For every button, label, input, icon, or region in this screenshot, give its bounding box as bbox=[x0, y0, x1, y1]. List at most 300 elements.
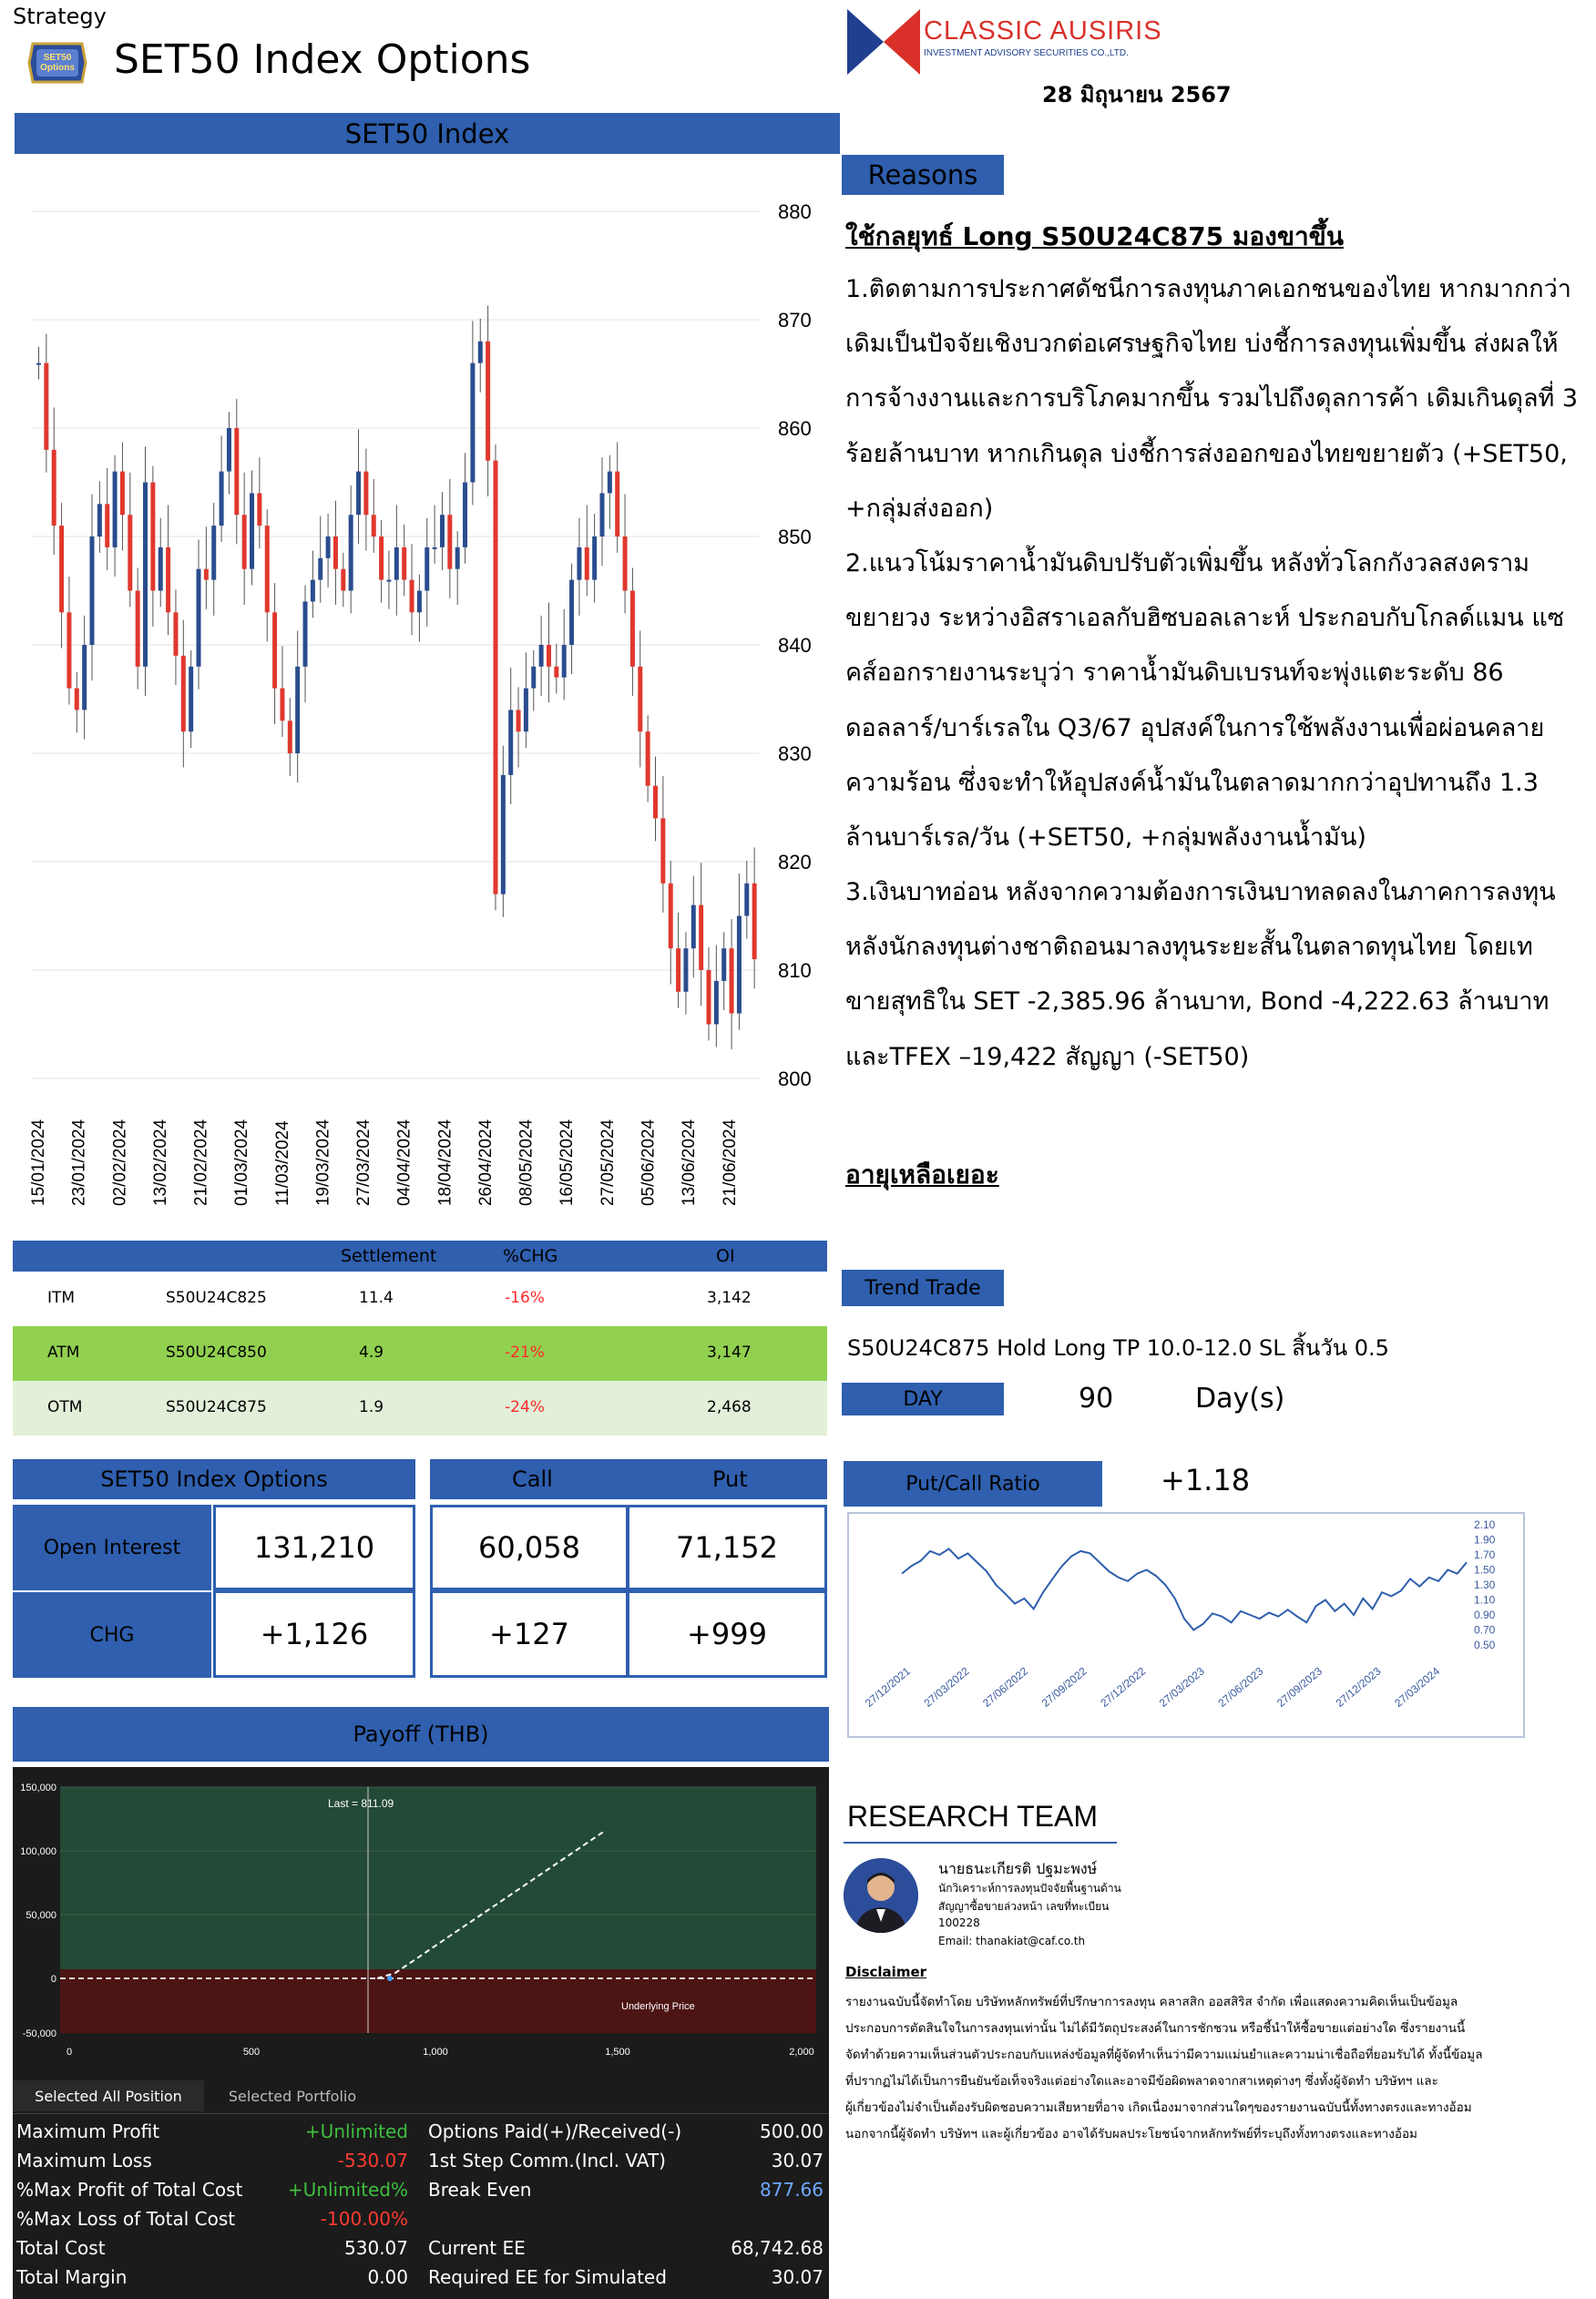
candle-body bbox=[402, 547, 406, 580]
day-label: DAY bbox=[842, 1383, 1004, 1415]
reason-line: การจ้างงานและการบริโภคมากขึ้น รวมไปถึงดุลการค้า เดิมเกินดุลที่ 3 bbox=[845, 384, 1579, 414]
candle bbox=[730, 919, 734, 1049]
candle-body bbox=[608, 472, 612, 494]
payoff-stat-value: 877.66 bbox=[760, 2179, 824, 2201]
index-x-tick: 27/05/2024 bbox=[598, 1119, 618, 1206]
candle-body bbox=[547, 645, 551, 667]
candle-body bbox=[470, 363, 475, 483]
candle-body bbox=[356, 472, 361, 516]
report-date: 28 มิถุนายน 2567 bbox=[1042, 82, 1232, 107]
index-x-tick: 02/02/2024 bbox=[110, 1119, 130, 1206]
candle bbox=[744, 861, 749, 939]
pcr-y-tick: 0.90 bbox=[1474, 1609, 1496, 1621]
pcr-x-tick: 27/12/2023 bbox=[1333, 1664, 1384, 1710]
reason-line: ความร้อน ซึ่งจะทำให้อุปสงค์น้ำมันในตลาดมากกว่าอุปทานถึง 1.3 bbox=[845, 768, 1539, 797]
candle-body bbox=[326, 536, 331, 558]
index-x-tick: 15/01/2024 bbox=[29, 1119, 48, 1206]
candle-body bbox=[676, 948, 680, 992]
disclaimer-line: รายงานฉบับนี้จัดทำโดย บริษัทหลักทรัพย์ที่ปรึกษาการลงทุน คลาสสิก ออสสิริส จำกัด เพื่อแสดงความคิดเห็นเป็นข้อมูล bbox=[845, 1995, 1458, 2009]
put-oi-value: 71,152 bbox=[627, 1505, 827, 1590]
payoff-y-tick: 50,000 bbox=[26, 1910, 56, 1921]
last-price-label: Last = 811.09 bbox=[328, 1797, 394, 1810]
payoff-stat-row bbox=[13, 2146, 414, 2175]
candle-body bbox=[714, 981, 719, 1025]
candle-body bbox=[349, 515, 353, 590]
candle-body bbox=[440, 515, 445, 547]
candle-body bbox=[562, 645, 567, 678]
candle-body bbox=[66, 612, 71, 688]
pcr-x-tick: 27/03/2023 bbox=[1156, 1664, 1207, 1710]
chg-label: CHG bbox=[13, 1592, 211, 1678]
set50-index-title: SET50 Index bbox=[15, 113, 840, 154]
candle bbox=[615, 442, 619, 552]
candle-body bbox=[691, 905, 696, 949]
reason-line: +กลุ่มส่งออก) bbox=[845, 494, 994, 523]
candle bbox=[721, 932, 726, 1010]
candle-body bbox=[120, 472, 125, 516]
option-oi: 3,142 bbox=[707, 1289, 752, 1307]
candle-body bbox=[554, 667, 558, 678]
reason-line: ดอลลาร์/บาร์เรลใน Q3/67 อุปสงค์ในการใช้พลังงานเพื่อผ่อนคลาย bbox=[845, 713, 1545, 742]
payoff-x-tick: 2,000 bbox=[789, 2047, 814, 2058]
pcr-y-tick: 1.50 bbox=[1474, 1563, 1496, 1577]
candle bbox=[517, 687, 521, 767]
candle bbox=[539, 616, 544, 696]
index-y-tick: 820 bbox=[778, 851, 812, 874]
payoff-stat-value: +Unlimited% bbox=[287, 2179, 408, 2201]
candle-body bbox=[646, 731, 650, 786]
analyst-avatar bbox=[844, 1858, 918, 1933]
option-type: ATM bbox=[47, 1344, 80, 1362]
trend-trade-title: Trend Trade bbox=[842, 1270, 1004, 1306]
candle-body bbox=[105, 504, 109, 547]
candle bbox=[592, 514, 597, 603]
pcr-x-tick: 27/06/2023 bbox=[1215, 1664, 1266, 1710]
candle bbox=[90, 495, 95, 681]
index-x-tick: 26/04/2024 bbox=[476, 1119, 496, 1206]
disclaimer-line: นอกจากนี้ผู้จัดทำ บริษัทฯ และผู้เกี่ยวข้อง อาจได้รับผลประโยชน์จากหลักทรัพย์ที่ระบุถึงทั้งทางตรงและทางอ้อม bbox=[845, 2127, 1417, 2141]
put-chg-value: +999 bbox=[627, 1590, 827, 1678]
reason-line: ขายสุทธิใน SET -2,385.96 ล้านบาท, Bond -4,222.63 ล้านบาท bbox=[845, 987, 1550, 1017]
candle bbox=[501, 746, 506, 917]
candle bbox=[440, 492, 445, 570]
candle bbox=[425, 518, 429, 627]
candle bbox=[737, 874, 742, 1029]
payoff-stat-row bbox=[13, 2263, 414, 2292]
payoff-x-tick: 1,500 bbox=[605, 2047, 630, 2058]
candle bbox=[220, 435, 224, 542]
payoff-stat-row bbox=[425, 2263, 829, 2292]
pcr-y-tick: 0.50 bbox=[1474, 1639, 1496, 1651]
candle-body bbox=[592, 536, 597, 580]
put-header: Put bbox=[712, 1466, 748, 1492]
payoff-x-tick: 0 bbox=[66, 2047, 73, 2058]
option-type: OTM bbox=[47, 1398, 83, 1416]
candle-body bbox=[181, 656, 186, 731]
candle bbox=[410, 544, 414, 635]
candle-body bbox=[517, 710, 521, 731]
candle bbox=[59, 503, 64, 648]
disclaimer-line: จัดทำด้วยความเห็นส่วนตัวประกอบกับแหล่งข้อมูลที่ผู้จัดทำเห็นว่ามีความแม่นยำและความน่าเชื่อถือที่ยอมรับได้ ทั้งนี้ข้อมูล bbox=[845, 2048, 1483, 2062]
payoff-stat-label: %Max Loss of Total Cost bbox=[16, 2208, 236, 2230]
candle bbox=[706, 947, 711, 1040]
candle-body bbox=[683, 948, 688, 992]
candle-body bbox=[143, 483, 148, 667]
index-x-tick: 13/06/2024 bbox=[680, 1119, 700, 1206]
pcr-y-tick: 1.30 bbox=[1474, 1579, 1496, 1591]
candle bbox=[265, 509, 270, 641]
candle-body bbox=[204, 569, 209, 580]
candle bbox=[386, 550, 391, 608]
strategy-heading: ใช้กลยุทธ์ Long S50U24C875 มองขาขึ้น bbox=[845, 221, 1344, 251]
candle bbox=[97, 481, 102, 553]
candle bbox=[242, 473, 247, 605]
candle bbox=[211, 503, 216, 616]
candle-body bbox=[372, 515, 376, 536]
candle bbox=[272, 583, 277, 724]
reason-line: คส์ออกรายงานระบุว่า ราคาน้ำมันดิบเบรนท์จะพุ่งแตะระดับ 86 bbox=[845, 659, 1504, 688]
candle-body bbox=[539, 645, 544, 667]
payoff-x-axis bbox=[66, 2047, 814, 2058]
summary-left-header: SET50 Index Options bbox=[13, 1459, 415, 1499]
pcr-x-tick: 27/03/2022 bbox=[921, 1664, 972, 1710]
option-settlement: 4.9 bbox=[359, 1344, 384, 1362]
index-y-tick: 810 bbox=[778, 959, 812, 982]
pcr-x-tick: 27/09/2022 bbox=[1038, 1664, 1090, 1710]
payoff-stat-value: 500.00 bbox=[760, 2120, 824, 2142]
candle bbox=[44, 333, 48, 472]
candle bbox=[150, 466, 155, 627]
pcr-x-tick: 27/09/2023 bbox=[1274, 1664, 1325, 1710]
payoff-stat-label: Total Cost bbox=[16, 2237, 106, 2259]
candle bbox=[303, 586, 308, 703]
pcr-y-tick: 1.10 bbox=[1474, 1593, 1496, 1607]
pcr-x-tick: 27/12/2022 bbox=[1098, 1664, 1149, 1710]
reason-line: 3.เงินบาทอ่อน หลังจากความต้องการเงินบาทลดลงในภาคการลงทุน bbox=[845, 878, 1556, 907]
open-interest-label: Open Interest bbox=[13, 1505, 211, 1590]
disclaimer-line: ประกอบการตัดสินใจในการลงทุนเท่านั้น ไม่ได้มีวัตถุประสงค์ในการชักชวน หรือชี้นำให้ซื้อขายแต่อย่างใด ซึ่งรายงานนี้ bbox=[845, 2021, 1466, 2036]
payoff-stat-label: Required EE for Simulated bbox=[428, 2266, 667, 2288]
candle bbox=[455, 531, 460, 605]
candle-body bbox=[272, 612, 277, 688]
candle bbox=[120, 442, 125, 550]
index-y-tick: 850 bbox=[778, 526, 812, 548]
candle bbox=[159, 518, 163, 608]
candle bbox=[36, 347, 41, 380]
candle-body bbox=[410, 580, 414, 613]
options-series-table bbox=[13, 1241, 827, 1436]
page-title: SET50 Index Options bbox=[114, 36, 531, 83]
candle-body bbox=[585, 547, 589, 580]
candle-body bbox=[220, 472, 224, 526]
candle bbox=[699, 863, 703, 1006]
payoff-chart bbox=[13, 1767, 829, 2077]
candle-body bbox=[744, 884, 749, 916]
company-name: CLASSIC AUSIRIS bbox=[924, 16, 1162, 46]
disclaimer-body bbox=[845, 1989, 1585, 2148]
put-call-ratio-chart bbox=[847, 1512, 1527, 1740]
candle bbox=[463, 453, 467, 563]
candle bbox=[577, 518, 581, 616]
option-row bbox=[13, 1326, 827, 1381]
index-y-tick: 830 bbox=[778, 742, 812, 765]
analyst-role-1: นักวิเคราะห์การลงทุนปัจจัยพื้นฐานด้าน bbox=[938, 1882, 1121, 1895]
reasons-body bbox=[845, 262, 1594, 1082]
candle bbox=[547, 603, 551, 702]
analyst-role-2: สัญญาซื้อขายล่วงหน้า เลขที่ทะเบียน bbox=[938, 1900, 1110, 1913]
company-subtitle: INVESTMENT ADVISORY SECURITIES CO.,LTD. bbox=[924, 48, 1129, 58]
option-oi: 3,147 bbox=[707, 1344, 752, 1362]
payoff-stat-label: Total Margin bbox=[16, 2266, 128, 2288]
pcr-y-tick: 0.70 bbox=[1474, 1623, 1496, 1637]
candle bbox=[417, 575, 422, 642]
option-series: S50U24C850 bbox=[166, 1344, 267, 1362]
candle bbox=[470, 321, 475, 505]
candle bbox=[189, 650, 193, 748]
candle-body bbox=[265, 526, 270, 612]
analyst-reg-no: 100228 bbox=[938, 1916, 980, 1929]
candle bbox=[234, 399, 239, 544]
candle-body bbox=[501, 775, 506, 894]
candle bbox=[562, 609, 567, 700]
set50-candlestick-chart bbox=[15, 157, 844, 1213]
index-y-tick: 870 bbox=[778, 309, 812, 332]
candle-body bbox=[737, 916, 742, 1014]
logo-badge-text: SET50 Options bbox=[40, 53, 75, 73]
payoff-stat-row bbox=[13, 2204, 414, 2233]
candle bbox=[669, 861, 673, 985]
candle bbox=[660, 776, 665, 913]
candle bbox=[173, 589, 178, 685]
candle-body bbox=[417, 591, 422, 613]
candle-body bbox=[341, 569, 345, 591]
col-settlement: Settlement bbox=[341, 1246, 437, 1266]
index-x-tick: 13/02/2024 bbox=[150, 1119, 170, 1206]
index-x-tick: 21/06/2024 bbox=[720, 1119, 740, 1206]
payoff-y-tick: 150,000 bbox=[20, 1783, 56, 1793]
payoff-x-tick: 500 bbox=[242, 2047, 261, 2058]
tab-divider bbox=[13, 2113, 829, 2114]
candle-body bbox=[128, 515, 132, 590]
candle bbox=[554, 644, 558, 694]
payoff-stat-label: Current EE bbox=[428, 2237, 526, 2259]
candle bbox=[653, 757, 658, 842]
candle-body bbox=[486, 342, 490, 461]
candle bbox=[166, 505, 170, 635]
payoff-y-tick: 0 bbox=[50, 1974, 56, 1985]
candle bbox=[676, 913, 680, 1008]
index-y-tick: 840 bbox=[778, 634, 812, 657]
index-x-tick: 01/03/2024 bbox=[232, 1119, 252, 1206]
call-header: Call bbox=[512, 1466, 553, 1492]
day-value: 90 bbox=[1079, 1383, 1114, 1415]
candle bbox=[257, 457, 261, 548]
candle bbox=[646, 715, 650, 802]
candle-body bbox=[615, 472, 619, 536]
candle-body bbox=[173, 612, 178, 656]
index-x-tick: 27/03/2024 bbox=[354, 1119, 374, 1206]
index-x-tick: 18/04/2024 bbox=[435, 1119, 455, 1206]
candle-body bbox=[59, 526, 64, 612]
payoff-stat-value: 530.07 bbox=[344, 2237, 408, 2259]
candle-body bbox=[660, 818, 665, 883]
payoff-stat-label: Break Even bbox=[428, 2179, 532, 2201]
candle-body bbox=[166, 547, 170, 612]
candle-body bbox=[363, 472, 368, 516]
candle-body bbox=[752, 884, 757, 959]
index-x-tick: 05/06/2024 bbox=[639, 1119, 659, 1206]
analyst-email: Email: thanakiat@caf.co.th bbox=[938, 1935, 1086, 1947]
reason-line: เดิมเป็นปัจจัยเชิงบวกต่อเศรษฐกิจไทย บ่งชี้การลงทุนเพิ่มขึ้น ส่งผลให้ bbox=[845, 330, 1559, 359]
candle bbox=[250, 470, 254, 585]
candle-body bbox=[433, 547, 437, 549]
candle-body bbox=[211, 526, 216, 580]
candle bbox=[204, 526, 209, 608]
candle-body bbox=[90, 536, 95, 645]
put-call-ratio-label: Put/Call Ratio bbox=[844, 1461, 1102, 1507]
pcr-x-tick: 27/03/2024 bbox=[1392, 1664, 1443, 1710]
candle-body bbox=[257, 493, 261, 526]
candle bbox=[531, 650, 536, 711]
candle bbox=[280, 646, 284, 737]
col-oi: OI bbox=[716, 1246, 735, 1266]
candle-body bbox=[699, 905, 703, 970]
tab-selected-all-position[interactable]: Selected All Position bbox=[13, 2080, 204, 2111]
candle-body bbox=[113, 472, 118, 547]
candle-body bbox=[524, 689, 528, 732]
candle bbox=[341, 553, 345, 608]
payoff-y-tick: -50,000 bbox=[22, 2028, 56, 2039]
payoff-stat-row bbox=[13, 2117, 414, 2146]
payoff-stat-label: Maximum Profit bbox=[16, 2120, 160, 2142]
payoff-stat-label: %Max Profit of Total Cost bbox=[16, 2179, 243, 2201]
candle bbox=[311, 550, 315, 618]
candle bbox=[372, 479, 376, 553]
candle bbox=[524, 652, 528, 748]
payoff-stat-value: 30.07 bbox=[771, 2150, 824, 2171]
candle-body bbox=[242, 515, 247, 569]
candle bbox=[66, 577, 71, 704]
disclaimer-title: Disclaimer bbox=[845, 1964, 927, 1980]
candle bbox=[333, 501, 338, 605]
candle-body bbox=[653, 786, 658, 819]
candle-body bbox=[280, 689, 284, 721]
option-settlement: 1.9 bbox=[359, 1398, 384, 1416]
option-row bbox=[13, 1272, 827, 1326]
candle-body bbox=[455, 547, 460, 569]
payoff-stat-value: -100.00% bbox=[320, 2208, 408, 2230]
candle-body bbox=[44, 363, 48, 450]
candle-body bbox=[234, 428, 239, 515]
payoff-y-tick: 100,000 bbox=[20, 1846, 56, 1857]
payoff-stat-value: -530.07 bbox=[337, 2150, 408, 2171]
candle-body bbox=[569, 580, 574, 645]
payoff-stat-row bbox=[13, 2233, 414, 2263]
candle bbox=[197, 540, 201, 690]
candle bbox=[752, 848, 757, 989]
candle bbox=[486, 306, 490, 496]
candle-body bbox=[638, 667, 642, 731]
index-x-tick: 19/03/2024 bbox=[313, 1119, 333, 1206]
day-unit: Day(s) bbox=[1195, 1383, 1285, 1415]
option-row bbox=[13, 1381, 827, 1436]
candle bbox=[691, 875, 696, 977]
candle-body bbox=[577, 547, 581, 580]
disclaimer-line: ที่ปรากฏไม่ได้เป็นการยืนยันข้อเท็จจริงแต่อย่างใดและอาจมีข้อผิดพลาดจากสาเหตุต่างๆ ซึ่งทั้งผู้จัดทำ บริษัทฯ และ bbox=[845, 2074, 1438, 2089]
candle-body bbox=[447, 515, 452, 569]
candle-body bbox=[379, 536, 384, 580]
research-team-title: RESEARCH TEAM bbox=[847, 1800, 1099, 1833]
candle bbox=[349, 485, 353, 613]
candle bbox=[714, 945, 719, 1047]
candle-body bbox=[97, 504, 102, 536]
candle bbox=[569, 564, 574, 674]
candle bbox=[75, 672, 79, 733]
candle bbox=[447, 479, 452, 598]
tab-selected-portfolio[interactable]: Selected Portfolio bbox=[206, 2080, 379, 2111]
index-y-tick: 880 bbox=[778, 200, 812, 223]
candle-body bbox=[669, 884, 673, 948]
payoff-stat-row bbox=[13, 2175, 414, 2204]
candle bbox=[379, 520, 384, 602]
payoff-stat-label: 1st Step Comm.(Incl. VAT) bbox=[428, 2150, 666, 2171]
pcr-x-tick: 27/06/2022 bbox=[980, 1664, 1031, 1710]
candle bbox=[227, 412, 231, 494]
payoff-stat-row bbox=[425, 2146, 829, 2175]
classic-ausiris-logo bbox=[847, 9, 920, 75]
candle bbox=[52, 407, 56, 555]
payoff-stat-row bbox=[425, 2233, 829, 2263]
index-x-tick: 16/05/2024 bbox=[558, 1119, 578, 1206]
reason-line: 1.ติดตามการประกาศดัชนีการลงทุนภาคเอกชนของไทย หากมากกว่า bbox=[845, 275, 1571, 303]
payoff-stat-row bbox=[425, 2204, 829, 2233]
option-series: S50U24C875 bbox=[166, 1398, 267, 1416]
candle-body bbox=[159, 547, 163, 591]
payoff-stat-row bbox=[425, 2175, 829, 2204]
candle-body bbox=[150, 483, 155, 591]
option-chg: -16% bbox=[505, 1289, 545, 1307]
candle bbox=[113, 455, 118, 577]
option-settlement: 11.4 bbox=[359, 1289, 394, 1307]
candle-body bbox=[197, 569, 201, 667]
call-oi-value: 60,058 bbox=[430, 1505, 629, 1590]
index-y-tick: 800 bbox=[778, 1068, 812, 1090]
payoff-panel bbox=[13, 1767, 829, 2299]
underlying-price-label: Underlying Price bbox=[621, 2001, 695, 2012]
candle-body bbox=[295, 667, 300, 753]
candle-body bbox=[386, 580, 391, 582]
payoff-stat-value: +Unlimited bbox=[304, 2120, 408, 2142]
candle bbox=[326, 514, 331, 588]
index-x-tick: 23/01/2024 bbox=[69, 1119, 89, 1206]
candle bbox=[623, 495, 628, 614]
candle-body bbox=[303, 601, 308, 666]
reason-line: หลังนักลงทุนต่างชาติถอนมาลงทุนระยะสั้นในตลาดทุนไทย โดยเท bbox=[845, 933, 1533, 962]
candle-body bbox=[463, 483, 467, 547]
candle bbox=[402, 525, 406, 597]
candle-body bbox=[250, 493, 254, 568]
candle bbox=[599, 457, 604, 566]
set50-options-logo bbox=[27, 40, 87, 86]
payoff-x-tick: 1,000 bbox=[423, 2047, 448, 2058]
candle-body bbox=[508, 710, 513, 774]
candle-body bbox=[227, 428, 231, 472]
pcr-frame bbox=[848, 1513, 1524, 1737]
pcr-y-tick: 1.90 bbox=[1474, 1533, 1496, 1547]
strategy-label: Strategy bbox=[13, 4, 107, 29]
candle-body bbox=[730, 948, 734, 1013]
options-table-header bbox=[13, 1241, 827, 1272]
